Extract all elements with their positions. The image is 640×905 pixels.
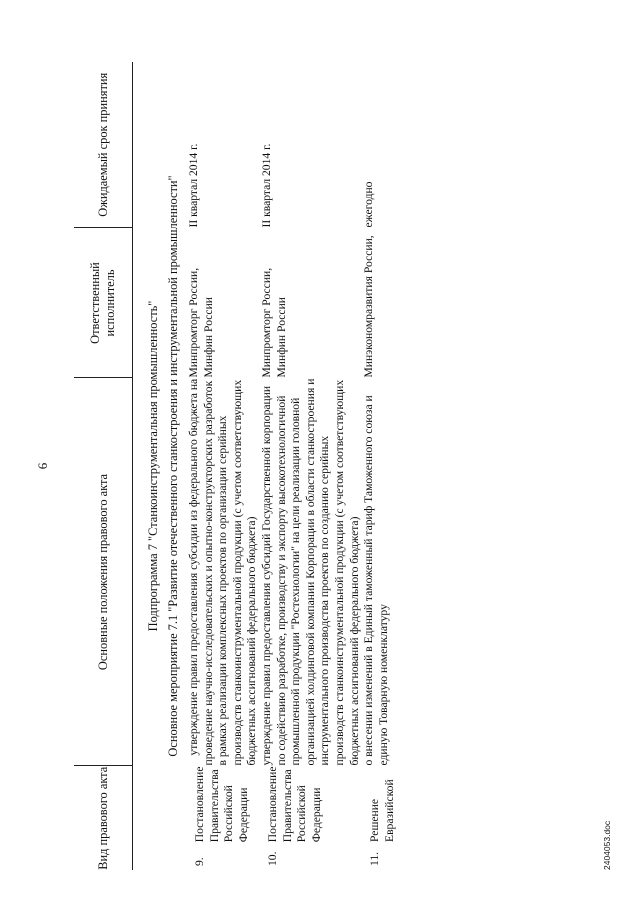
legal-acts-table: [74, 62, 397, 870]
row-content: утверждение правил предоставления субсидий Государственной корпорации по содействию разработке, производству и экспорту высокотехнологичной промышленной продукции "Ростехнологии" на цели реализации головной организацией холдинговой компании Корпорации в области станкостроения и инструментального производства проектов по созданию серийных производств станкоинструментальной продукции (с учетом соответствующих бюджетных ассигнований федерального бюджета): [259, 378, 361, 766]
row-number: 11.: [368, 851, 382, 866]
document-id: 2404053.doc: [602, 820, 612, 870]
row-kind: Решение Евразийской: [368, 779, 396, 842]
row-number: 9.: [193, 857, 206, 866]
table-row: [187, 62, 260, 870]
header-due: Ожидаемый срок принятия: [74, 62, 133, 228]
row-executor: Минпромторг России, Минфин России: [187, 267, 215, 378]
row-number: 10.: [265, 851, 279, 866]
row-executor: Минпромторг России, Минфин России: [259, 267, 288, 378]
subprogram-row: [133, 62, 164, 870]
page-number: 6: [35, 462, 50, 470]
row-content: утверждение правил предоставления субсидии из федерального бюджета на проведение научно-исследовательских и опытно-конструкторских разработок в рамках реализации комплексных проектов по организации серийных производств станкоинструментальной продукции (с учетом соответствующих бюджетных ассигнований федерального бюджета): [187, 378, 259, 766]
main-event-title: Основное мероприятие 7.1 "Развитие отечественного станкостроения и инструментальной промышленности": [166, 175, 180, 757]
table-row: [362, 62, 397, 870]
row-kind: Постановление Правительства Российской Федерации: [265, 766, 323, 843]
row-due: II квартал 2014 г.: [187, 143, 200, 228]
main-event-row: [163, 62, 187, 870]
row-due: II квартал 2014 г.: [259, 143, 273, 228]
table-row: [260, 62, 362, 870]
rotated-page: [34, 62, 616, 870]
header-content: Основные положения правового акта: [74, 378, 133, 766]
row-content: о внесении изменений в Единый таможенный тариф Таможенного союза и единую Товарную номенклатуру: [362, 395, 390, 766]
subprogram-title: Подпрограмма 7 "Станкоинструментальная промышленность": [146, 300, 160, 632]
header-executor: Ответственный исполнитель: [74, 228, 133, 378]
row-due: ежегодно: [362, 181, 376, 228]
row-kind: Постановление Правительства Российской Федерации: [193, 766, 250, 843]
table-header-row: [74, 62, 133, 870]
row-executor: Минэкономразвития России,: [362, 235, 376, 378]
header-kind: Вид правового акта: [74, 766, 133, 870]
